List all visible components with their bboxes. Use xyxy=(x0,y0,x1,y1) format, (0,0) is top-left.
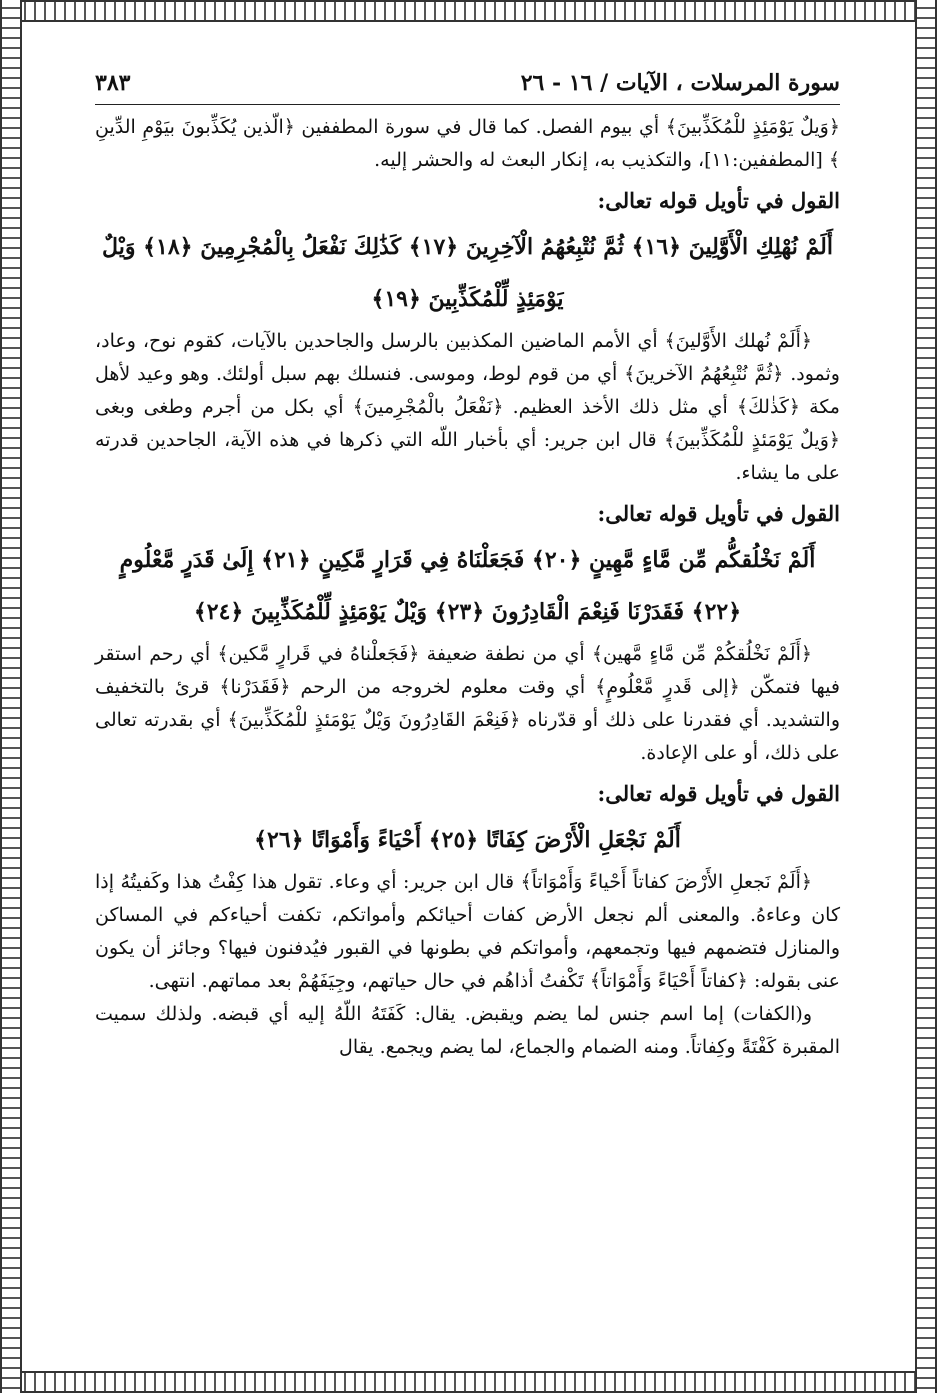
page-content xyxy=(95,70,840,1320)
quran-verses-20-24: أَلَمْ نَخْلُقكُّم مِّن مَّاءٍ مَّهِينٍ ﴿٢٠﴾ فَجَعَلْنَاهُ فِي قَرَارٍ مَّكِينٍ ﴿٢١﴾ إِلَىٰ قَدَرٍ مَّعْلُومٍ ﴿٢٢﴾ فَقَدَرْنَا فَنِعْمَ الْقَادِرُونَ ﴿٢٣﴾ وَيْلٌ يَوْمَئِذٍ لِّلْمُكَذِّبِينَ ﴿٢٤﴾ xyxy=(119,547,816,625)
quran-verses-16-19: أَلَمْ نُهْلِكِ الْأَوَّلِينَ ﴿١٦﴾ ثُمَّ نُتْبِعُهُمُ الْآخِرِينَ ﴿١٧﴾ كَذَٰلِكَ نَفْعَلُ بِالْمُجْرِمِينَ ﴿١٨﴾ وَيْلٌ يَوْمَئِذٍ لِّلْمُكَذِّبِينَ ﴿١٩﴾ xyxy=(102,234,833,312)
section-heading-1: القول في تأويل قوله تعالى: xyxy=(597,188,840,213)
commentary-paragraph-3: ﴿أَلَمْ نَخْلُقكُمْ مِّن مَّاءٍ مَّهين﴾ أي من نطفة ضعيفة ﴿فَجَعلْناهُ في قَرارٍ مَّكين﴾ أي رحم استقر فيها فتمكّن ﴿إلى قَدرٍ مَّعْلُومٍ﴾ أي وقت معلوم لخروجه من الرحم ﴿فَقَدَرْنا﴾ قرئ بالتخفيف والتشديد. أي فقدرنا على ذلك أو قدّرناه ﴿فَنِعْمَ القَادِرُونَ وَيْلٌ يَوْمَئذٍ للْمُكَذِّبينَ﴾ أي بقدرته تعالى على ذلك، أو على الإعادة. xyxy=(95,643,840,764)
commentary-paragraph-5: و(الكفات) إما اسم جنس لما يضم ويقبض. يقال: كَفَتَهُ اللّهُ إليه أي قبضه. ولذلك سميت المقبرة كَفْتَةً وكِفاتاً. ومنه الضمام والجماع، لما يضم ويجمع. يقال xyxy=(95,1003,840,1058)
surah-title: سورة المرسلات ، الآيات / ١٦ - ٢٦ xyxy=(520,70,840,96)
section-heading-3: القول في تأويل قوله تعالى: xyxy=(597,781,840,806)
commentary-paragraph-2: ﴿أَلَمْ نُهلك الأَوَّلينَ﴾ أي الأمم الماضين المكذبين بالرسل والجاحدين بالآيات، كقوم نوح، وعاد، وثمود. ﴿ثُمَّ نُتْبِعُهُمُ الآخرينَ﴾ أي من قوم لوط، وموسى. فنسلك بهم سبل أولئك. وهو وعيد لأهل مكة ﴿كَذٰلكَ﴾ أي مثل ذلك الأخذ العظيم. ﴿نَفْعَلُ بالْمُجْرِمينَ﴾ أي بكل من أجرم وطغى وبغى ﴿وَيلٌ يَوْمَئذٍ للْمُكَذِّبينَ﴾ قال ابن جرير: أي بأخبار اللّه التي ذكرها في هذه الآية، الجاحدين قدرته على ما يشاء. xyxy=(95,330,840,484)
quran-verses-25-26: أَلَمْ نَجْعَلِ الْأَرْضَ كِفَاتًا ﴿٢٥﴾ أَحْيَاءً وَأَمْوَاتًا ﴿٢٦﴾ xyxy=(254,827,681,853)
section-heading-2: القول في تأويل قوله تعالى: xyxy=(597,501,840,526)
right-ornamental-border xyxy=(915,0,937,1393)
bottom-ornamental-border xyxy=(0,1371,937,1393)
top-ornamental-border xyxy=(0,0,937,22)
left-ornamental-border xyxy=(0,0,22,1393)
commentary-paragraph-1: ﴿وَيلٌ يَوْمَئِذٍ للْمُكَذِّبينَ﴾ أي بيوم الفصل. كما قال في سورة المطففين ﴿الّذين يُكَذِّبونَ بيَوْمِ الدِّينِ ﴾ [المطففين:١١]، والتكذيب به، إنكار البعث له والحشر إليه. xyxy=(95,116,840,171)
page-number: ٣٨٣ xyxy=(95,70,131,96)
page-header xyxy=(95,70,840,105)
commentary-paragraph-4: ﴿أَلَمْ نَجعلِ الأَرْضَ كفاتاً أَحْياءً وَأَمْوَاتاً﴾ قال ابن جرير: أي وعاء. تقول هذا كِفْتُ هذا وكَفيتُهُ إذا كان وعاءهُ. والمعنى ألم نجعل الأرض كفات أحيائكم وأمواتكم، تكفت أحياءكم في المساكن والمنازل فتضمهم فيها وتجمعهم، وأمواتكم في بطونها في القبور فيُدفنون فيها؟ وجائز أن يكون عنى بقوله: ﴿كفاتاً أَحْيَاءً وَأَمْوَاتاً﴾ تَكْفتُ أذاهُم في حال حياتهم، وجِيَفَهُمْ بعد مماتهم. انتهى. xyxy=(95,871,840,992)
